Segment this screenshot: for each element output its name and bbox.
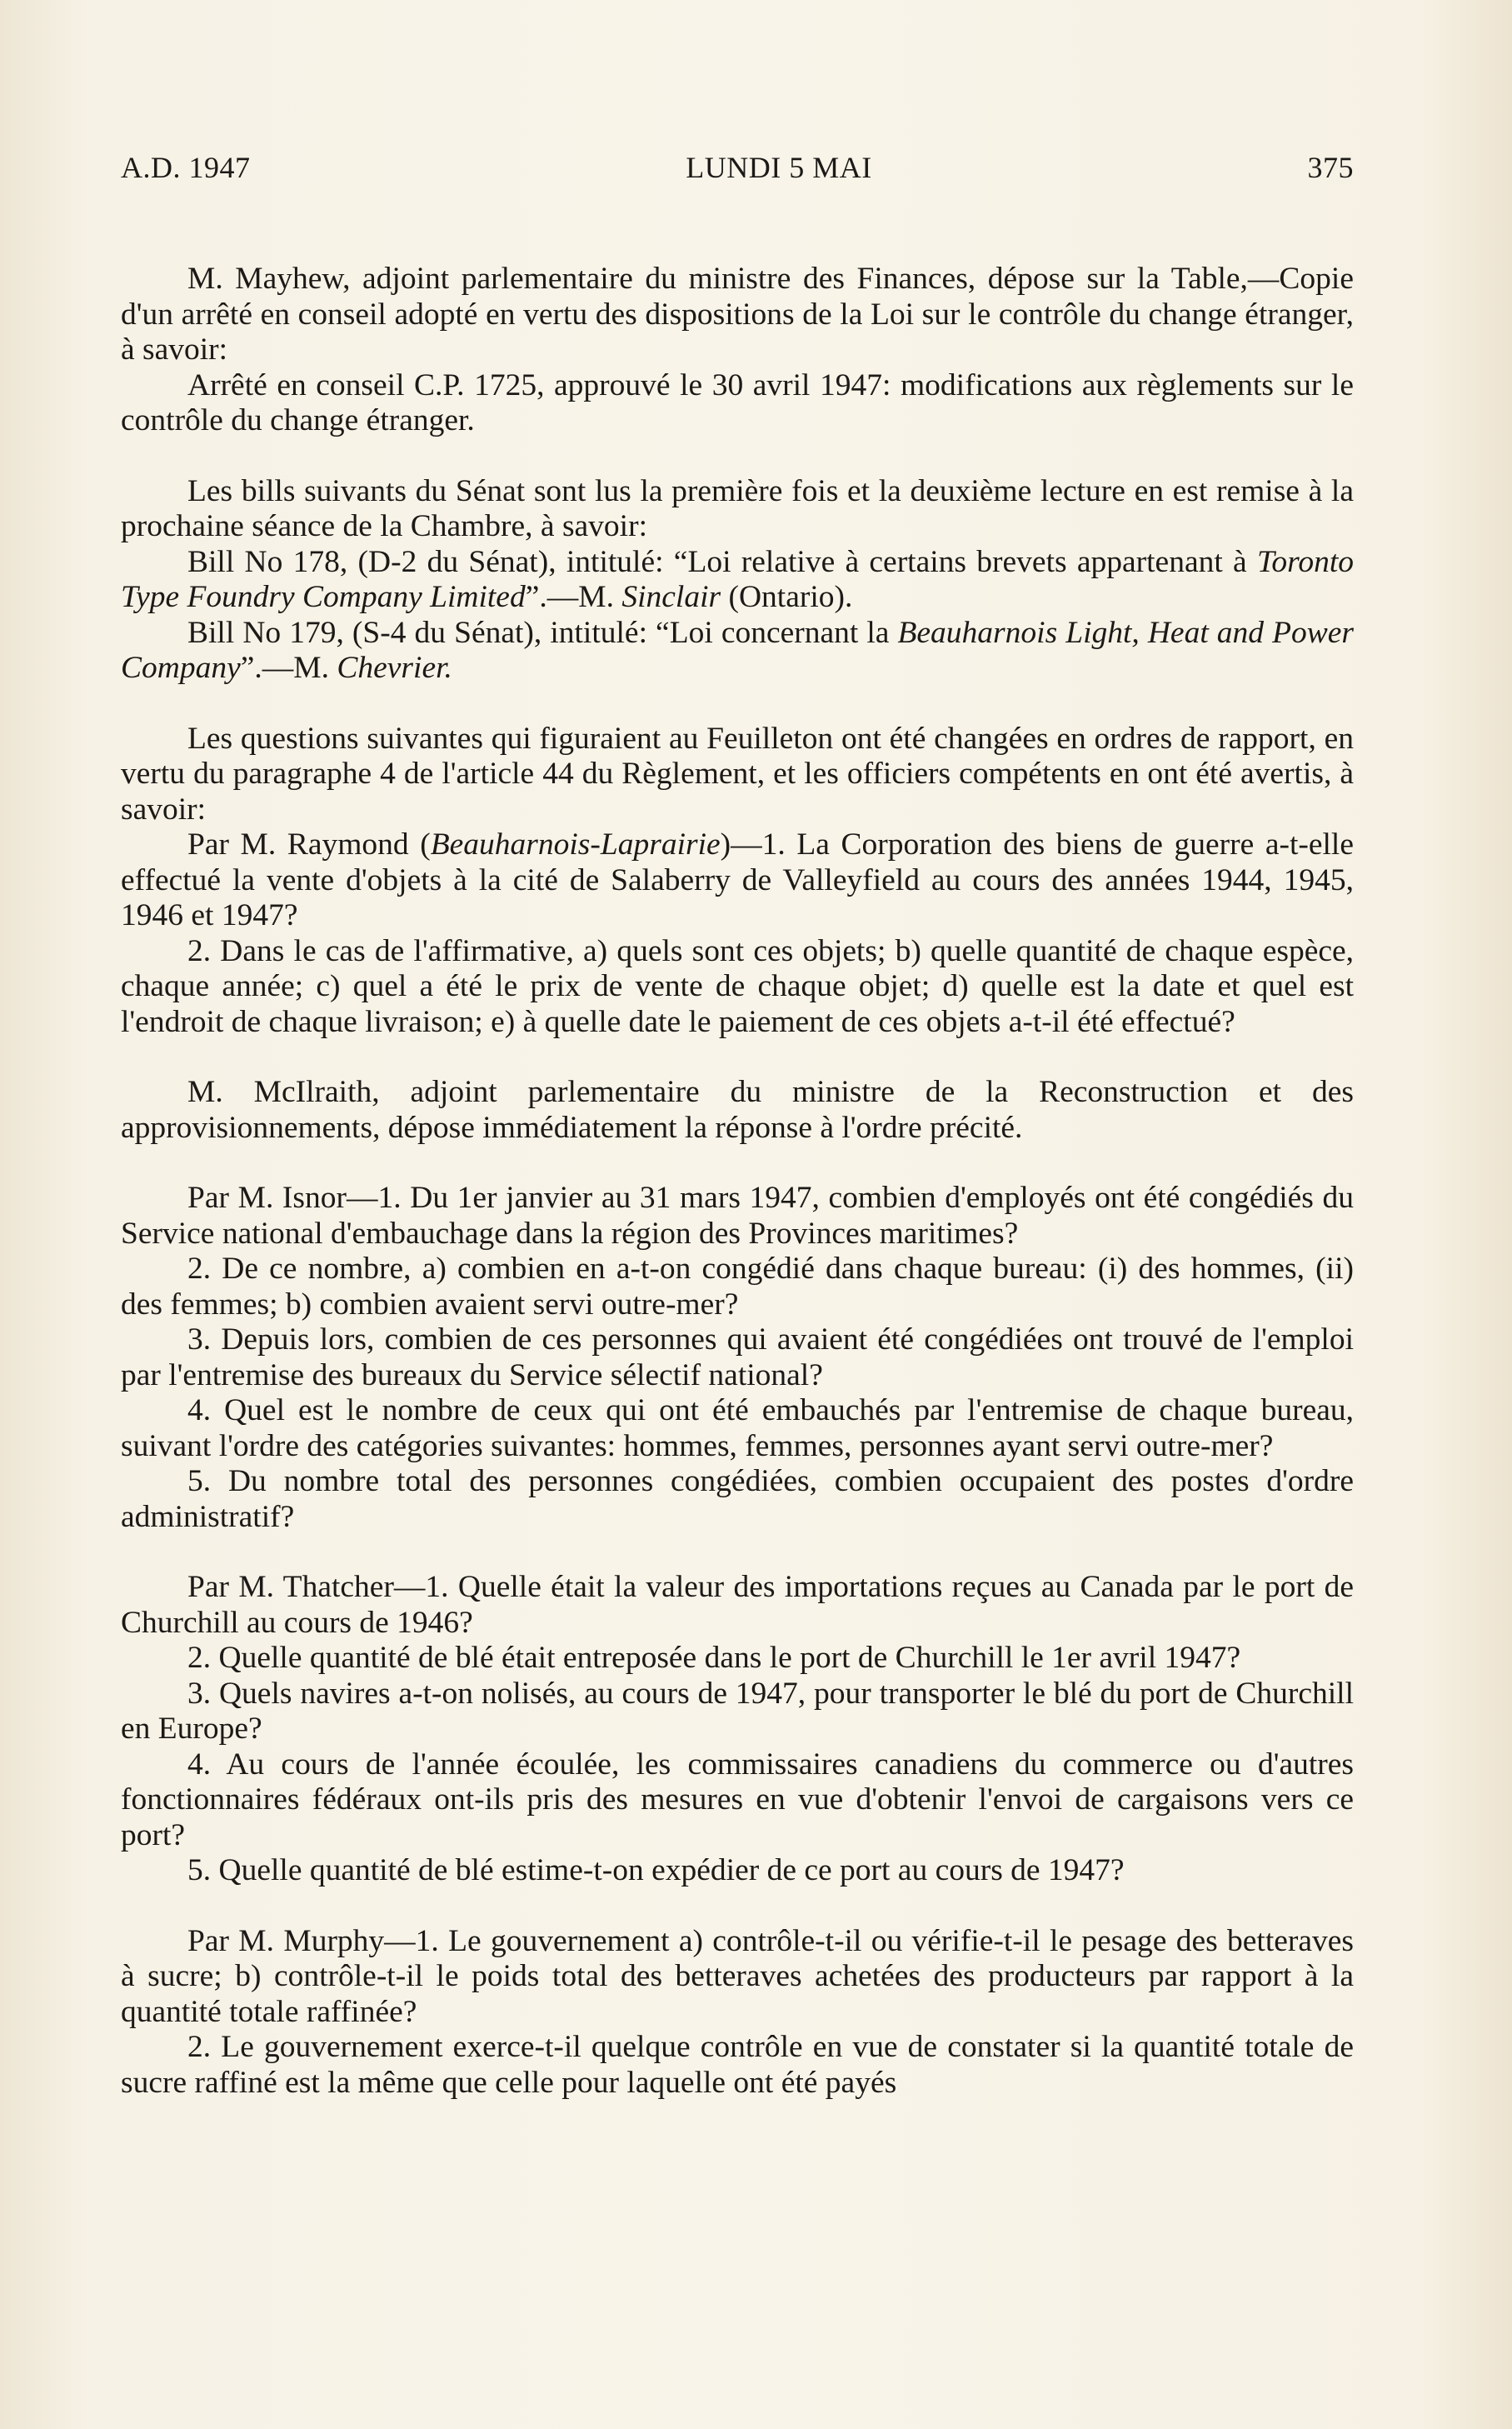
bill-company: Toronto Type Foundry Company Limited [121,544,1354,614]
senate-bills-paragraph [121,474,1354,687]
question-text: 2. Quelle quantité de blé était entreposée dans le port de Churchill le 1er avril 1947? [187,1641,1241,1675]
paragraph-text: Arrêté en conseil C.P. 1725, approuvé le 30 avril 1947: modifications aux règlements sur le contrôle du change étranger. [121,367,1354,437]
bill-text: Bill No 178, (D-2 du Sénat), intitulé: “Loi relative à certains brevets appartenant à [187,544,1257,579]
murphy-questions [121,1924,1354,2102]
raymond-question-1 [121,827,1354,934]
bill-sponsor: Chevrier. [337,651,452,685]
page-number: 375 [1307,151,1354,184]
paragraph-text: Les bills suivants du Sénat sont lus la première fois et la deuxième lecture en est remise à la prochaine séance de la Chambre, à savoir: [121,473,1354,543]
isnor-questions [121,1181,1354,1535]
mcilraith-paragraph [121,1075,1354,1146]
riding-name: Beauharnois-Laprairie [430,827,721,862]
bill-text: ”.—M. [525,580,622,614]
question-text: Par M. Murphy—1. Le gouvernement a) contrôle-t-il ou vérifie-t-il le pesage des betteraves à sucre; b) contrôle-t-il le poids total des betteraves achetées des producteurs par rapport à la quantité totale raffinée? [121,1923,1354,2029]
question-text: 5. Quelle quantité de blé estime-t-on expédier de ce port au cours de 1947? [187,1853,1125,1887]
raymond-question-2: 2. Dans le cas de l'affirmative, a) quels sont ces objets; b) quelle quantité de chaque espèce, chaque année; c) quel a été le prix de vente de chaque objet; d) quelle est la date et quel est l'endroit de chaque livraison; e) à quelle date le paiement de ces objets a-t-il été effectué? [121,933,1354,1039]
bill-text: (Ontario). [721,580,853,614]
question-text: Par M. Thatcher—1. Quelle était la valeur des importations reçues au Canada par le port de Churchill au cours de 1946? [121,1570,1354,1640]
paragraph-text: Les questions suivantes qui figuraient au Feuilleton ont été changées en ordres de rapport, en vertu du paragraphe 4 de l'article 44 du Règlement, et les officiers compétents en ont été avertis, à savoir: [121,721,1354,827]
question-text: 3. Quels navires a-t-on nolisés, au cours de 1947, pour transporter le blé du port de Churchill en Europe? [121,1676,1354,1746]
header-year: A.D. 1947 [121,151,251,184]
question-text: 5. Du nombre total des personnes congédiées, combien occupaient des postes d'ordre administratif? [121,1464,1354,1534]
document-body [121,262,1354,2101]
paragraph-text: M. McIlraith, adjoint parlementaire du ministre de la Reconstruction et des approvisionnements, dépose immédiatement la réponse à l'ordre précité. [121,1075,1354,1145]
header-date: LUNDI 5 MAI [686,151,872,184]
question-text: 2. De ce nombre, a) combien en a-t-on congédié dans chaque bureau: (i) des hommes, (ii) des femmes; b) combien avaient servi outre-mer? [121,1252,1354,1322]
bill-text: ”.—M. [240,651,337,685]
question-text: 4. Au cours de l'année écoulée, les commissaires canadiens du commerce ou d'autres fonctionnaires fédéraux ont-ils pris des mesures en vue d'obtenir l'envoi de cargaisons vers ce port? [121,1747,1354,1852]
questions-intro-paragraph [121,722,1354,1041]
question-text: 2. Le gouvernement exerce-t-il quelque contrôle en vue de constater si la quantité totale de sucre raffiné est la même que celle pour laquelle ont été payés [121,2030,1354,2100]
question-text: )—1. La Corporation des biens de guerre a-t-elle effectué la vente d'objets à la cité de Salaberry de Valleyfield au cours des années 1944, 1945, 1946 et 1947? [121,827,1354,932]
mayhew-paragraph [121,262,1354,439]
question-text: 4. Quel est le nombre de ceux qui ont été embauchés par l'entremise de chaque bureau, suivant l'ordre des catégories suivantes: hommes, femmes, personnes ayant servi outre-mer? [121,1393,1354,1463]
running-header [121,150,1354,185]
question-text: Par M. Isnor—1. Du 1er janvier au 31 mars 1947, combien d'employés ont été congédiés du Service national d'embauchage dans la région des Provinces maritimes? [121,1181,1354,1251]
question-text: Par M. Raymond ( [187,827,431,862]
bill-sponsor: Sinclair [621,580,721,614]
question-text: 3. Depuis lors, combien de ces personnes qui avaient été congédiées ont trouvé de l'emploi par l'entremise des bureaux du Service sélectif national? [121,1322,1354,1392]
bill-179 [121,616,1354,687]
bill-text: Bill No 179, (S-4 du Sénat), intitulé: “Loi concernant la [187,615,898,650]
bill-178 [121,545,1354,616]
paragraph-text: M. Mayhew, adjoint parlementaire du ministre des Finances, dépose sur la Table,—Copie d'un arrêté en conseil adopté en vertu des dispositions de la Loi sur le contrôle du change étranger, à savoir: [121,262,1354,367]
thatcher-questions [121,1570,1354,1889]
bill-company: Beauharnois Light, Heat and Power Company [121,615,1355,685]
